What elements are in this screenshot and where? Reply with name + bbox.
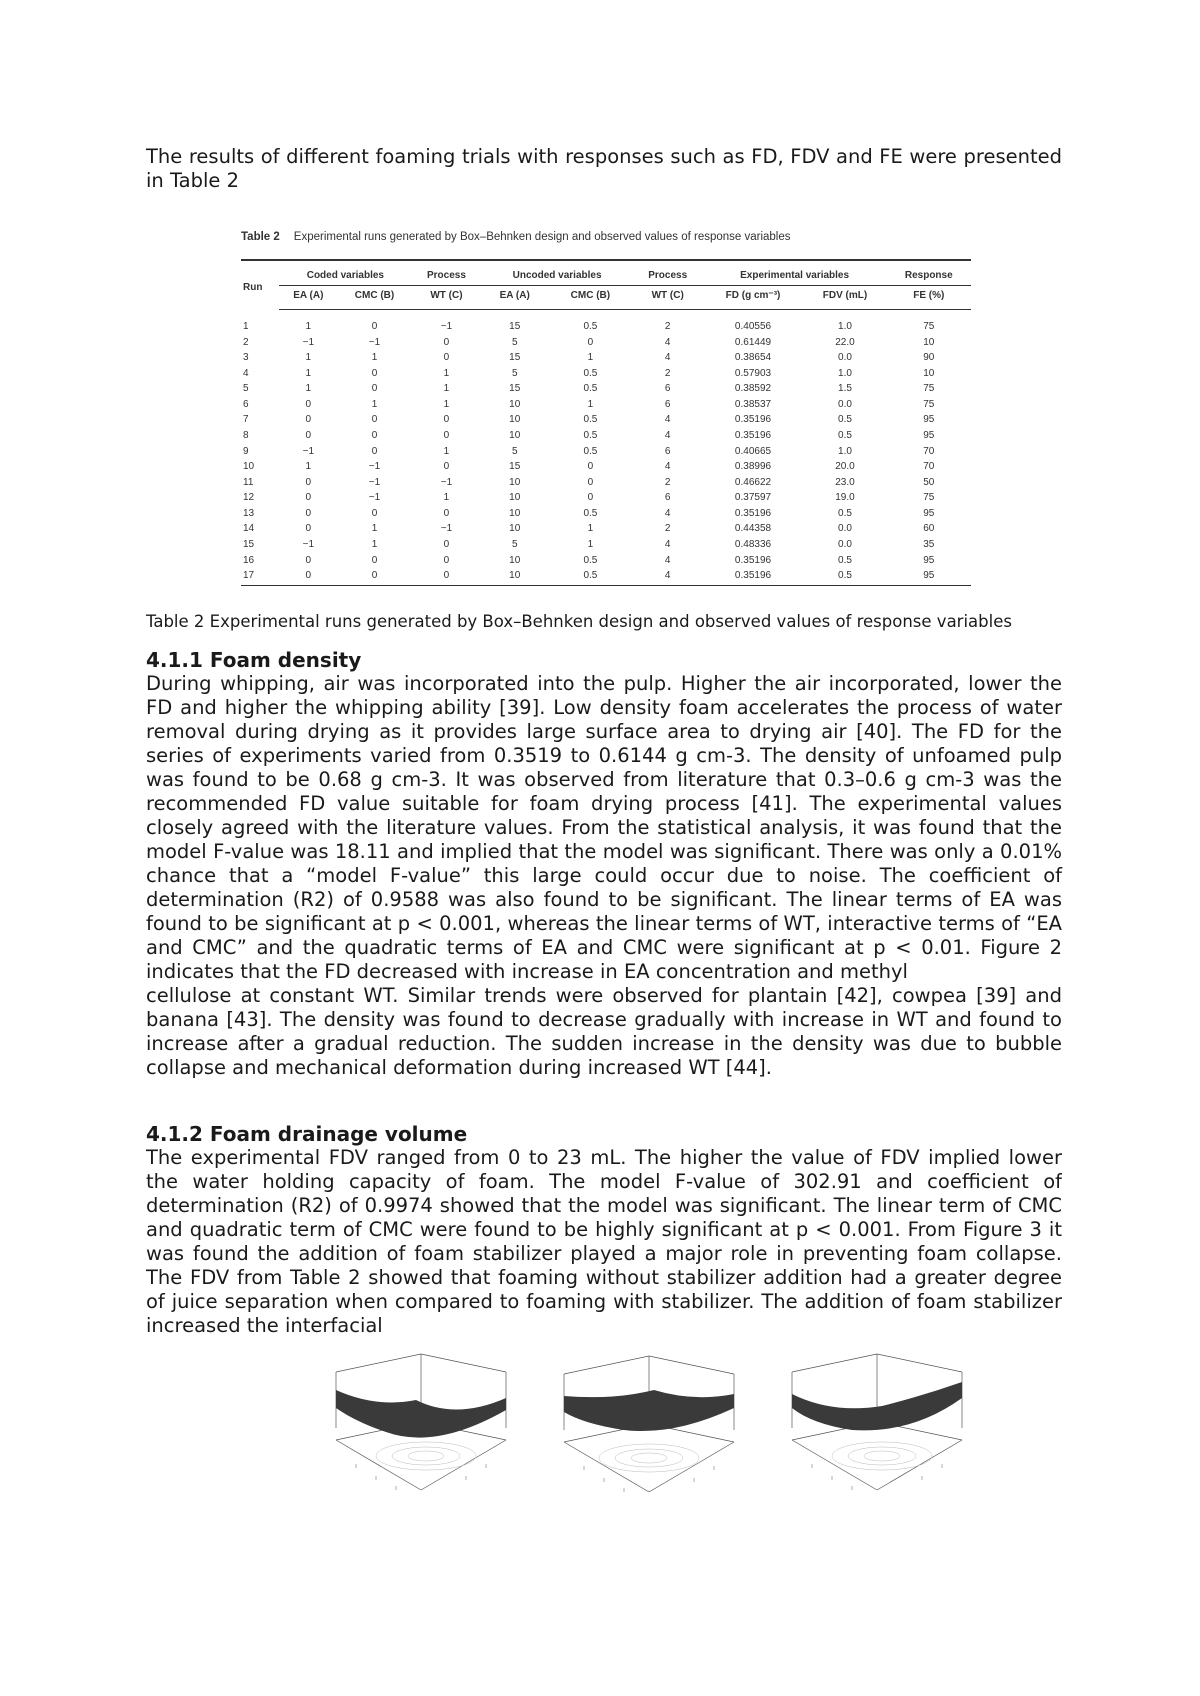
table-cell: 15 xyxy=(509,461,521,473)
table-cell: 0 xyxy=(305,414,312,426)
table-cell: 0 xyxy=(305,492,312,504)
table-cell: 90 xyxy=(923,352,935,364)
table-cell: 0.5 xyxy=(583,383,598,395)
table-cell: 1.0 xyxy=(838,321,852,333)
table-row xyxy=(241,521,971,537)
table-cell: 5 xyxy=(243,383,249,395)
table-cell: 0.5 xyxy=(583,445,598,457)
table-cell: 70 xyxy=(923,445,935,457)
table-cell: −1 xyxy=(302,445,315,457)
table-cell: 0 xyxy=(371,554,378,566)
table-cell: 6 xyxy=(664,445,671,457)
intro-paragraph: The results of different foaming trials with responses such as FD, FDV and FE were presented in Table 2 xyxy=(146,145,1062,192)
table-cell: 1 xyxy=(587,352,594,364)
table-cell: 0.5 xyxy=(583,507,598,519)
table-cell: 95 xyxy=(923,414,935,426)
table-cell: −1 xyxy=(302,538,315,550)
table-cell: 0 xyxy=(371,321,378,333)
table-cell: 0 xyxy=(371,445,378,457)
table-cell: 1 xyxy=(587,523,594,535)
table-row xyxy=(241,568,971,586)
group-header-process-2: Process xyxy=(633,260,703,286)
table-cell: 1.0 xyxy=(838,445,852,457)
table-cell: −1 xyxy=(368,336,381,348)
table-cell: 0 xyxy=(337,568,411,586)
sub-header: WT (C) xyxy=(633,286,703,310)
table-cell: 0.0 xyxy=(838,538,852,550)
table-cell: 4 xyxy=(664,507,671,519)
table-cell: 4 xyxy=(664,336,671,348)
table-caption: Table 2 Experimental runs generated by Box–Behnken design and observed values of response variables xyxy=(146,612,1012,631)
table-cell: 0.5 xyxy=(583,414,598,426)
table-row xyxy=(241,443,971,459)
table-cell: 10 xyxy=(509,398,521,410)
section-heading: 4.1.1 Foam density xyxy=(146,648,362,672)
section-paragraph: During whipping, air was incorporated into the pulp. Higher the air incorporated, lower the FD and higher the whipping ability [39]. Low density foam accelerates the process of water removal during drying as it provides large surface area to drying air [40]. The FD for the series of experiments varied from 0.3519 to 0.6144 g cm-3. The density of unfoamed pulp was found to be 0.68 g cm-3. It was observed from literature that 0.3–0.6 g cm-3 was the recommended FD value suitable for foam drying process [41]. The experimental values closely agreed with the literature values. From the statistical analysis, it was found that the model F-value was 18.11 and implied that the model was significant. There was only a 0.01% chance that a “model F-value” this large could occur due to noise. The coefficient of determination (R2) of 0.9588 was also found to be significant. The linear terms of EA was found to be significant at p < 0.001, whereas the linear terms of WT, interactive terms of “EA and CMC” and the quadratic terms of EA and CMC were significant at p < 0.01. Figure 2 indicates that the FD decreased with increase in EA concentration and methyl xyxy=(146,672,1062,983)
table-row xyxy=(241,506,971,522)
table-cell: 6 xyxy=(243,398,249,410)
table-cell: −1 xyxy=(440,476,453,488)
table-cell: 1 xyxy=(305,352,312,364)
table-cell: 75 xyxy=(923,383,935,395)
table-cell: 0 xyxy=(443,336,450,348)
sub-header: FD (g cm⁻³) xyxy=(703,286,804,310)
sub-header: EA (A) xyxy=(279,286,337,310)
table-cell: 15 xyxy=(509,383,521,395)
table-cell: 10 xyxy=(509,507,521,519)
table-cell: 0 xyxy=(443,507,450,519)
table-cell: 0 xyxy=(305,476,312,488)
table-cell: 0.38654 xyxy=(734,352,772,364)
table-cell: 0.57903 xyxy=(734,367,772,379)
table-cell: 14 xyxy=(243,523,255,535)
table-cell: 4 xyxy=(664,352,671,364)
table-cell: 0 xyxy=(587,476,594,488)
table-cell: 3 xyxy=(243,352,249,364)
table-cell: 13 xyxy=(243,507,255,519)
table-cell: 0 xyxy=(279,568,337,586)
table-2 xyxy=(241,231,971,586)
table-cell: 4 xyxy=(243,367,249,379)
table-cell: 0.40665 xyxy=(734,445,772,457)
table-cell: 1 xyxy=(587,538,594,550)
table-cell: 2 xyxy=(664,476,671,488)
table-cell: 35 xyxy=(923,538,935,550)
table-cell: 15 xyxy=(243,538,255,550)
section-paragraph: cellulose at constant WT. Similar trends were observed for plantain [42], cowpea [39] and banana [43]. The density was found to decrease gradually with increase in WT and found to increase after a gradual reduction. The sudden increase in the density was due to bubble collapse and mechanical deformation during increased WT [44]. xyxy=(146,984,1062,1079)
sub-header: FE (%) xyxy=(887,286,971,310)
table-row xyxy=(241,350,971,366)
table-cell: −1 xyxy=(368,461,381,473)
table-cell: 10 xyxy=(243,461,255,473)
sub-header: WT (C) xyxy=(412,286,482,310)
table-cell: 0 xyxy=(443,538,450,550)
table-cell: 1 xyxy=(305,461,312,473)
table-row xyxy=(241,459,971,475)
table-cell: 0.38592 xyxy=(734,383,772,395)
table-cell: 4 xyxy=(664,430,671,442)
table-cell: −1 xyxy=(368,492,381,504)
table-cell: 0.35196 xyxy=(734,414,772,426)
group-header-coded: Coded variables xyxy=(279,260,411,286)
table-cell: 0.5 xyxy=(583,321,598,333)
table-cell: 10 xyxy=(923,367,935,379)
table-cell: 0 xyxy=(587,336,594,348)
table-cell: 10 xyxy=(509,523,521,535)
table-cell: 1 xyxy=(371,398,378,410)
table-cell: 1 xyxy=(243,320,249,332)
table-cell: 12 xyxy=(243,492,255,504)
table-cell: −1 xyxy=(440,321,453,333)
table-cell: 0.5 xyxy=(583,367,598,379)
table-cell: 50 xyxy=(923,476,935,488)
table-cell: 0.0 xyxy=(838,398,852,410)
table-cell: 0 xyxy=(305,398,312,410)
table-cell: 0 xyxy=(443,430,450,442)
table-title-text: Experimental runs generated by Box–Behnken design and observed values of response variables xyxy=(293,231,791,243)
table-cell: 6 xyxy=(664,492,671,504)
table-cell: 4 xyxy=(664,538,671,550)
sub-header: FDV (mL) xyxy=(803,286,886,310)
table-cell: 0.5 xyxy=(548,568,633,586)
table-cell: 0.0 xyxy=(838,352,852,364)
table-cell: 0.61449 xyxy=(734,336,772,348)
table-cell: 2 xyxy=(243,336,249,348)
table-cell: 0.46622 xyxy=(734,476,772,488)
table-cell: 6 xyxy=(664,383,671,395)
table-cell: 0.35196 xyxy=(703,568,804,586)
table-cell: 0.38996 xyxy=(734,461,772,473)
sub-header: CMC (B) xyxy=(548,286,633,310)
table-cell: 0 xyxy=(443,461,450,473)
table-cell: 0.37597 xyxy=(734,492,772,504)
table-cell: 0 xyxy=(305,430,312,442)
table-cell: 1 xyxy=(305,321,312,333)
table-cell: 0 xyxy=(305,507,312,519)
table-cell: 0.35196 xyxy=(734,430,772,442)
table-cell: 0 xyxy=(443,554,450,566)
table-cell: 1 xyxy=(305,367,312,379)
table-cell: 1 xyxy=(443,492,450,504)
table-cell: 0 xyxy=(371,414,378,426)
table-row xyxy=(241,366,971,382)
table-cell: 10 xyxy=(923,336,935,348)
table-cell: 0.35196 xyxy=(734,554,772,566)
table-cell: 5 xyxy=(511,538,518,550)
table-label: Table 2 xyxy=(241,231,280,243)
table-cell: 75 xyxy=(923,321,935,333)
table-cell: 1 xyxy=(371,352,378,364)
table-cell: 0.0 xyxy=(838,523,852,535)
table-row xyxy=(241,490,971,506)
table-cell: 0.40556 xyxy=(734,321,772,333)
data-table xyxy=(241,259,971,586)
table-cell: 1.0 xyxy=(838,367,852,379)
section-foam-drainage-volume xyxy=(146,1122,1062,1346)
table-row xyxy=(241,334,971,350)
table-cell: 5 xyxy=(511,445,518,457)
table-cell: 10 xyxy=(509,414,521,426)
surface-plot-image xyxy=(544,1350,754,1510)
sub-header: CMC (B) xyxy=(337,286,411,310)
table-row xyxy=(241,537,971,553)
table-cell: 1 xyxy=(443,445,450,457)
table-cell: 10 xyxy=(509,476,521,488)
section-heading: 4.1.2 Foam drainage volume xyxy=(146,1122,468,1146)
table-cell: 10 xyxy=(509,492,521,504)
table-title xyxy=(241,231,971,243)
table-cell: 20.0 xyxy=(835,461,855,473)
table-cell: 0 xyxy=(371,383,378,395)
table-cell: 60 xyxy=(923,523,935,535)
table-cell: 1 xyxy=(443,367,450,379)
table-cell: 0 xyxy=(371,367,378,379)
sub-header: EA (A) xyxy=(481,286,548,310)
run-header: Run xyxy=(241,260,279,310)
table-cell: 6 xyxy=(664,398,671,410)
table-cell: 70 xyxy=(923,461,935,473)
table-cell: 0.44358 xyxy=(734,523,772,535)
section-foam-density xyxy=(146,648,1062,1080)
table-cell: 1 xyxy=(587,398,594,410)
table-cell: 0.5 xyxy=(838,554,852,566)
table-cell: 1 xyxy=(305,383,312,395)
table-row xyxy=(241,428,971,444)
table-cell: 2 xyxy=(664,367,671,379)
table-cell: 0.5 xyxy=(838,414,852,426)
table-row xyxy=(241,552,971,568)
table-cell: 4 xyxy=(664,414,671,426)
table-cell: 95 xyxy=(923,554,935,566)
table-cell: 95 xyxy=(923,507,935,519)
table-cell: 2 xyxy=(664,523,671,535)
table-cell: 0.5 xyxy=(803,568,886,586)
table-cell: 0 xyxy=(587,492,594,504)
group-header-uncoded: Uncoded variables xyxy=(481,260,632,286)
table-cell: 1 xyxy=(443,383,450,395)
table-cell: 15 xyxy=(509,352,521,364)
section-paragraph: The experimental FDV ranged from 0 to 23 mL. The higher the value of FDV implied lower the water holding capacity of foam. The model F-value of 302.91 and coefficient of determination (R2) of 0.9974 showed that the model was significant. The linear term of CMC and quadratic term of CMC were found to be highly significant at p < 0.001. From Figure 3 it was found the addition of foam stabilizer played a major role in preventing foam collapse. The FDV from Table 2 showed that foaming without stabilizer addition had a greater degree of juice separation when compared to foaming with stabilizer. The addition of foam stabilizer increased the interfacial xyxy=(146,1146,1062,1337)
table-cell: 1 xyxy=(371,538,378,550)
table-row xyxy=(241,474,971,490)
table-cell: 0 xyxy=(305,523,312,535)
table-cell: 0 xyxy=(443,414,450,426)
table-row xyxy=(241,412,971,428)
table-cell: 0.5 xyxy=(838,507,852,519)
table-cell: 0.5 xyxy=(583,430,598,442)
table-cell: 2 xyxy=(664,321,671,333)
table-cell: 0 xyxy=(443,352,450,364)
table-cell: 22.0 xyxy=(835,336,855,348)
table-cell: 10 xyxy=(509,430,521,442)
figure-3-surface-plots xyxy=(316,1350,984,1510)
table-cell: 16 xyxy=(243,554,255,566)
table-cell: 11 xyxy=(243,476,254,488)
table-cell: 0.5 xyxy=(583,554,598,566)
table-cell: 0.5 xyxy=(838,430,852,442)
table-cell: 10 xyxy=(481,568,548,586)
table-cell: −1 xyxy=(302,336,315,348)
table-cell: 5 xyxy=(511,336,518,348)
table-cell: −1 xyxy=(440,523,453,535)
group-header-response: Response xyxy=(887,260,971,286)
table-cell: 17 xyxy=(241,568,279,586)
sub-header-row xyxy=(241,286,971,310)
table-cell: 0 xyxy=(371,430,378,442)
table-cell: 4 xyxy=(633,568,703,586)
table-row xyxy=(241,381,971,397)
surface-plot-image xyxy=(772,1350,982,1510)
table-cell: 23.0 xyxy=(835,476,855,488)
group-header-process-1: Process xyxy=(412,260,482,286)
table-cell: 19.0 xyxy=(835,492,855,504)
table-cell: 1 xyxy=(443,398,450,410)
table-cell: 5 xyxy=(511,367,518,379)
table-cell: 9 xyxy=(243,445,249,457)
table-cell: 75 xyxy=(923,398,935,410)
table-cell: 0 xyxy=(305,554,312,566)
table-cell: 7 xyxy=(243,414,249,426)
table-cell: 0.48336 xyxy=(734,538,772,550)
table-cell: 8 xyxy=(243,430,249,442)
table-cell: 75 xyxy=(923,492,935,504)
table-cell: 1.5 xyxy=(838,383,852,395)
table-cell: 0.38537 xyxy=(734,398,772,410)
table-cell: 95 xyxy=(887,568,971,586)
table-body xyxy=(241,310,971,586)
table-cell: 10 xyxy=(509,554,521,566)
table-row xyxy=(241,397,971,413)
table-cell: 4 xyxy=(664,554,671,566)
table-cell: 0 xyxy=(412,568,482,586)
surface-plot-image xyxy=(316,1350,526,1510)
table-cell: −1 xyxy=(368,476,381,488)
table-cell: 15 xyxy=(509,321,521,333)
table-cell: 1 xyxy=(371,523,378,535)
table-cell: 0 xyxy=(587,461,594,473)
table-cell: 0 xyxy=(371,507,378,519)
table-cell: 4 xyxy=(664,461,671,473)
table-cell: 0.35196 xyxy=(734,507,772,519)
group-header-experimental: Experimental variables xyxy=(703,260,887,286)
table-row xyxy=(241,310,971,335)
table-cell: 95 xyxy=(923,430,935,442)
